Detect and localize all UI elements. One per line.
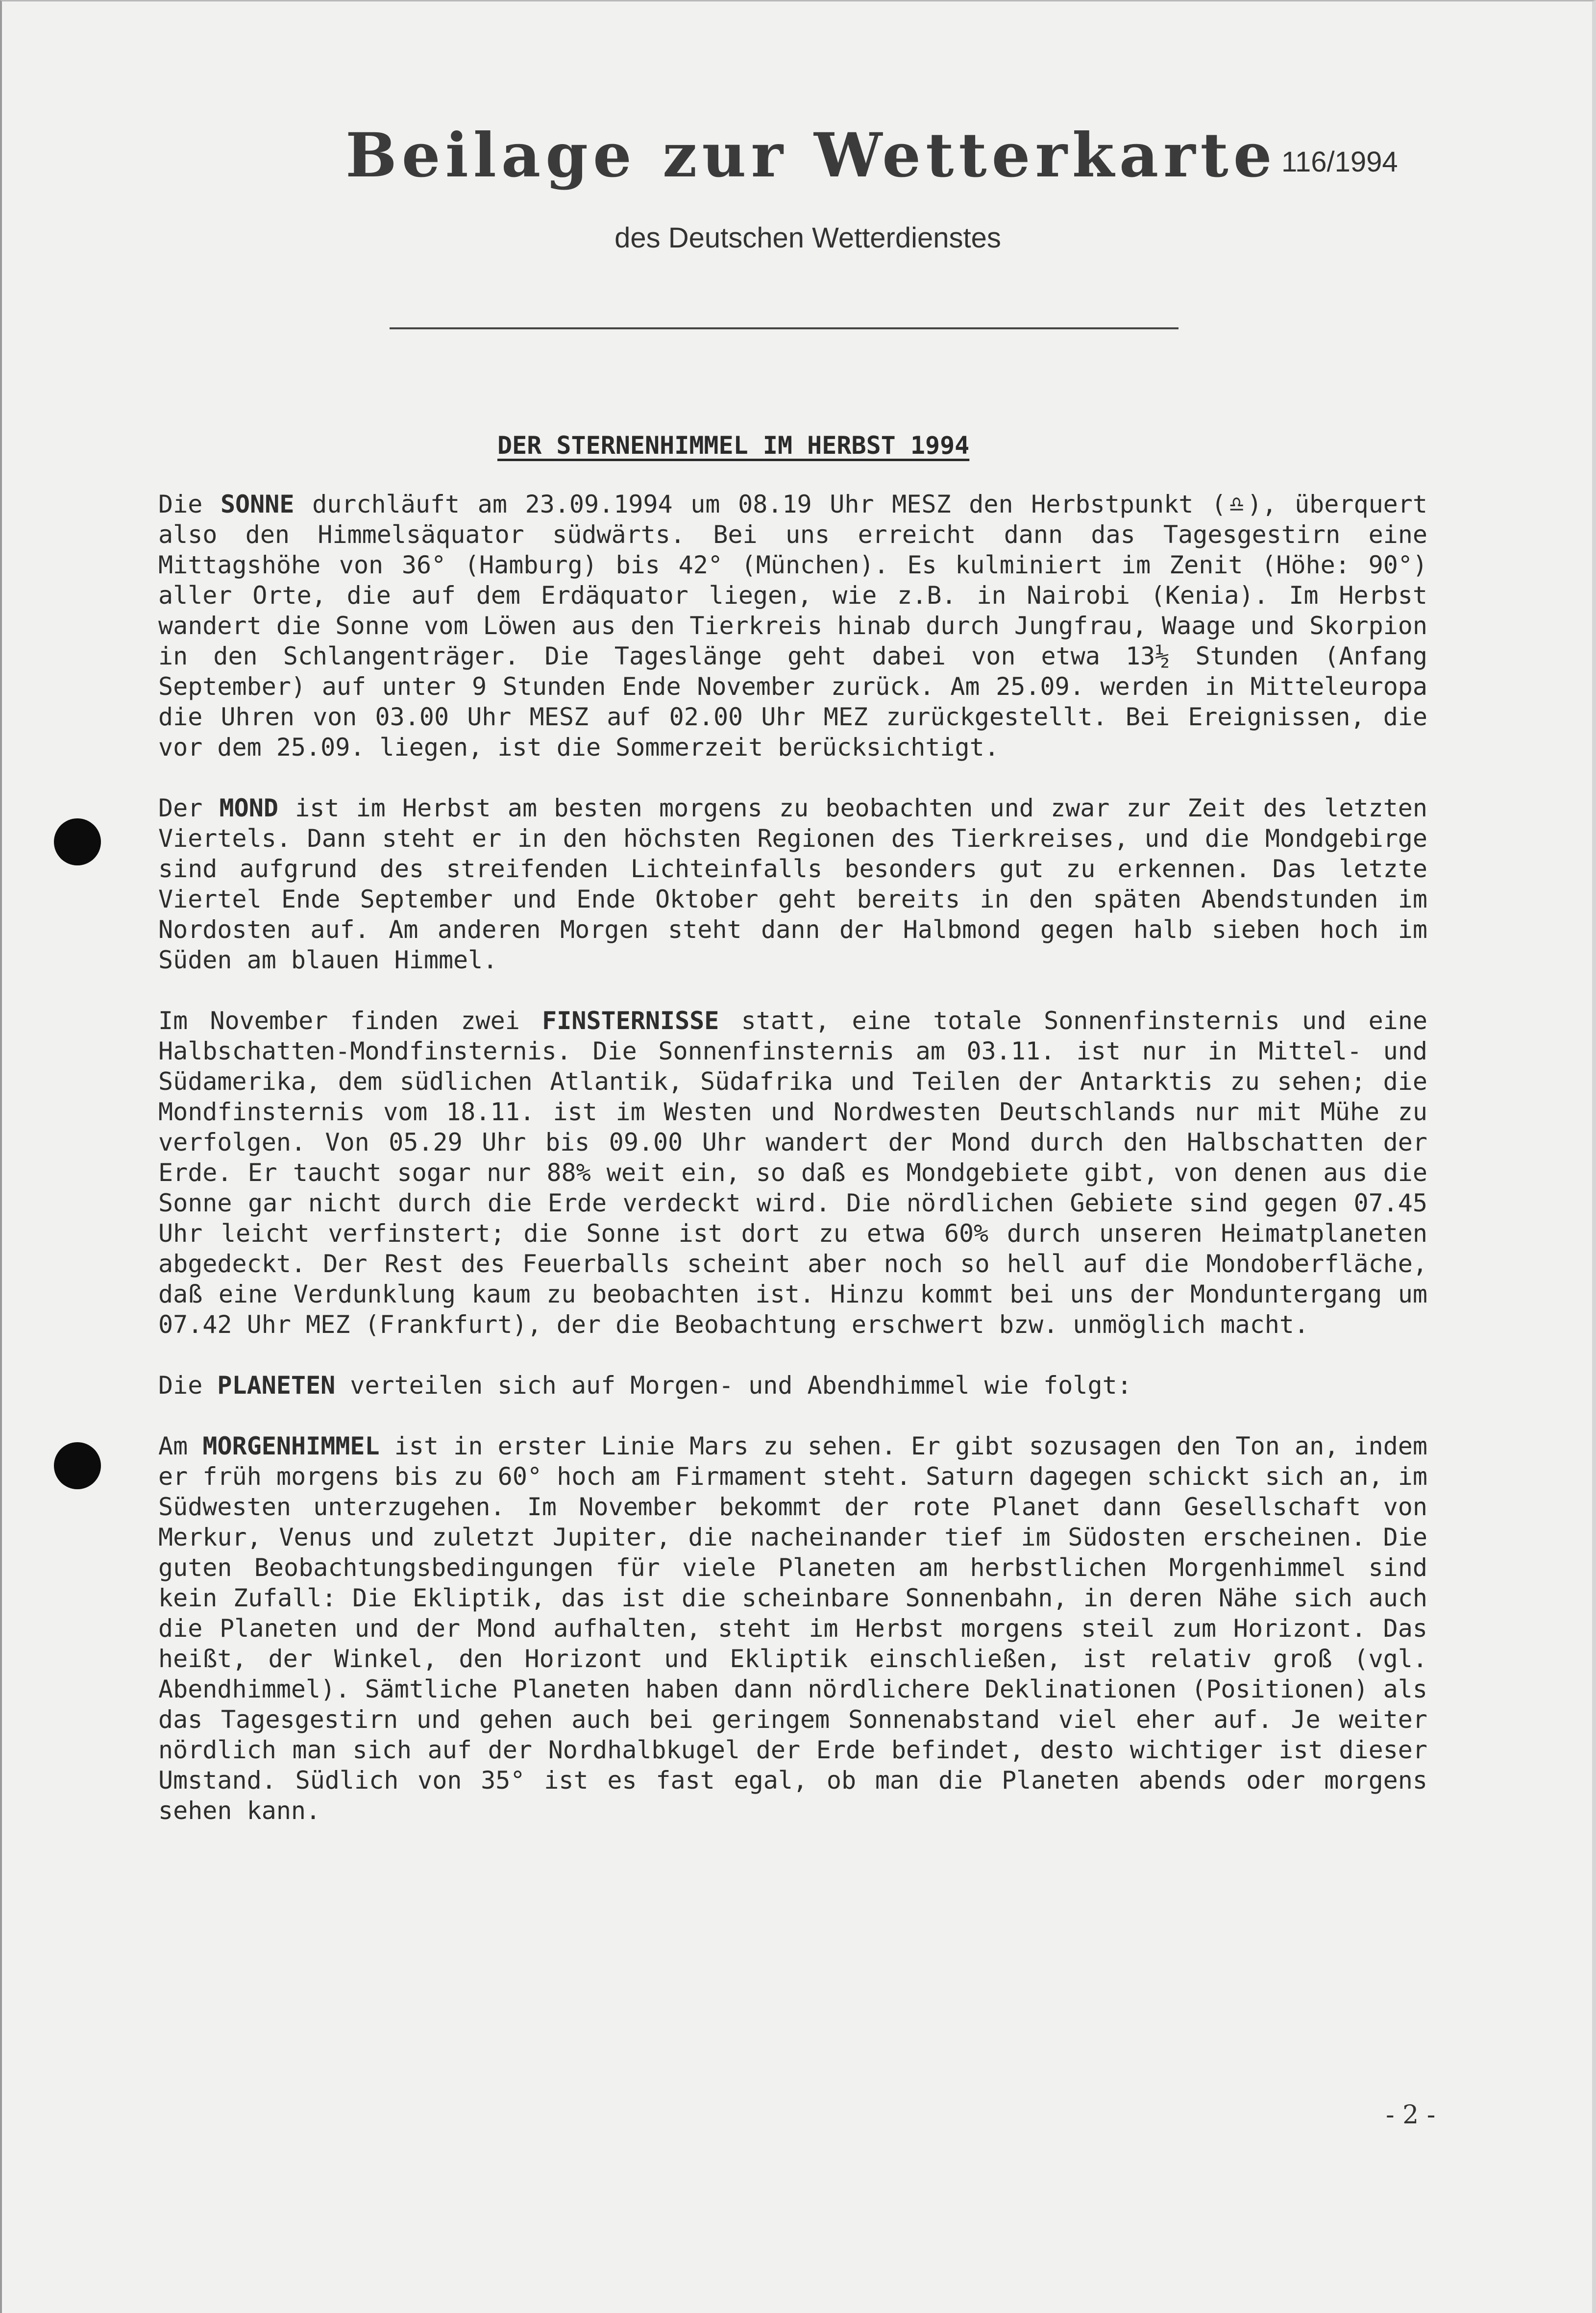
- article-body: [158, 489, 1427, 1856]
- keyword-mond: MOND: [219, 794, 278, 822]
- document-title: Beilage zur Wetterkarte: [345, 120, 1277, 191]
- issue-number: 116/1994: [1281, 146, 1398, 178]
- paragraph-morgenhimmel: [158, 1431, 1427, 1826]
- page-number: - 2 -: [1386, 2100, 1436, 2130]
- paragraph-finsternisse: [158, 1006, 1427, 1340]
- paragraph-planeten: [158, 1370, 1427, 1401]
- paragraph-lead: Die: [158, 1371, 218, 1400]
- paragraph-text: ist im Herbst am besten morgens zu beobachten und zwar zur Zeit des letzten Viertels. Dann steht er in den höchsten Regionen des Tierkreises, und die Mondgebirge sind aufgrund des streifenden Lichteinfalls besonders gut zu erkennen. Das letzte Viertel Ende September und Ende Oktober geht bereits in den späten Abendstunden im Nordosten auf. Am anderen Morgen steht dann der Halbmond gegen halb sieben hoch im Süden am blauen Himmel.: [158, 794, 1427, 974]
- paragraph-text: verteilen sich auf Morgen- und Abendhimmel wie folgt:: [335, 1371, 1132, 1400]
- punch-hole: [54, 818, 101, 865]
- paragraph-lead: Die: [158, 490, 221, 518]
- header-divider: [390, 327, 1179, 329]
- document-subtitle: des Deutschen Wetterdienstes: [614, 222, 1001, 254]
- paragraph-sonne: [158, 489, 1427, 763]
- article-heading: DER STERNENHIMMEL IM HERBST 1994: [497, 431, 970, 460]
- keyword-sonne: SONNE: [220, 490, 295, 518]
- keyword-morgenhimmel: MORGENHIMMEL: [202, 1432, 380, 1460]
- keyword-planeten: PLANETEN: [217, 1371, 336, 1400]
- paragraph-text: statt, eine totale Sonnenfinsternis und eine Halbschatten-Mondfinsternis. Die Sonnenfinsternis am 03.11. ist nur in Mittel- und Südamerika, dem südlichen Atlantik, Südafrika und Teilen der Antarktis zu sehen; die Mondfinsternis vom 18.11. ist im Westen und Nordwesten Deutschlands nur mit Mühe zu verfolgen. Von 05.29 Uhr bis 09.00 Uhr wandert der Mond durch den Halbschatten der Erde. Er taucht sogar nur 88% weit ein, so daß es Mondgebiete gibt, von denen aus die Sonne gar nicht durch die Erde verdeckt wird. Die nördlichen Gebiete sind gegen 07.45 Uhr leicht verfinstert; die Sonne ist dort zu etwa 60% durch unseren Heimatplaneten abgedeckt. Der Rest des Feuerballs scheint aber noch so hell auf die Mondoberfläche, daß eine Verdunklung kaum zu beobachten ist. Hinzu kommt bei uns der Monduntergang um 07.42 Uhr MEZ (Frankfurt), der die Beobachtung erschwert bzw. unmöglich macht.: [158, 1007, 1427, 1339]
- punch-hole: [54, 1442, 101, 1489]
- paragraph-lead: Am: [158, 1432, 203, 1460]
- keyword-finsternisse: FINSTERNISSE: [542, 1007, 719, 1035]
- paragraph-text: ist in erster Linie Mars zu sehen. Er gibt sozusagen den Ton an, indem er früh morgens bis zu 60° hoch am Firmament steht. Saturn dagegen schickt sich an, im Südwesten unterzugehen. Im November bekommt der rote Planet dann Gesellschaft von Merkur, Venus und zuletzt Jupiter, die nacheinander tief im Südosten erscheinen. Die guten Beobachtungsbedingungen für viele Planeten am herbstlichen Morgenhimmel sind kein Zufall: Die Ekliptik, das ist die scheinbare Sonnenbahn, in deren Nähe sich auch die Planeten und der Mond aufhalten, steht im Herbst morgens steil zum Horizont. Das heißt, der Winkel, den Horizont und Ekliptik einschließen, ist relativ groß (vgl. Abendhimmel). Sämtliche Planeten haben dann nördlichere Deklinationen (Positionen) als das Tagesgestirn und gehen auch bei geringem Sonnenabstand viel eher auf. Je weiter nördlich man sich auf der Nordhalbkugel der Erde befindet, desto wichtiger ist dieser Umstand. Südlich von 35° ist es fast egal, ob man die Planeten abends oder morgens sehen kann.: [158, 1432, 1427, 1825]
- paragraph-lead: Der: [158, 794, 220, 822]
- paragraph-mond: [158, 793, 1427, 975]
- paragraph-text: durchläuft am 23.09.1994 um 08.19 Uhr MESZ den Herbstpunkt (♎), überquert also den Himmelsäquator südwärts. Bei uns erreicht dann das Tagesgestirn eine Mittagshöhe von 36° (Hamburg) bis 42° (München). Es kulminiert im Zenit (Höhe: 90°) aller Orte, die auf dem Erdäquator liegen, wie z.B. in Nairobi (Kenia). Im Herbst wandert die Sonne vom Löwen aus den Tierkreis hinab durch Jungfrau, Waage und Skorpion in den Schlangenträger. Die Tageslänge geht dabei von etwa 13½ Stunden (Anfang September) auf unter 9 Stunden Ende November zurück. Am 25.09. werden in Mitteleuropa die Uhren von 03.00 Uhr MESZ auf 02.00 Uhr MEZ zurückgestellt. Bei Ereignissen, die vor dem 25.09. liegen, ist die Sommerzeit berücksichtigt.: [158, 490, 1427, 762]
- paragraph-lead: Im November finden zwei: [158, 1007, 542, 1035]
